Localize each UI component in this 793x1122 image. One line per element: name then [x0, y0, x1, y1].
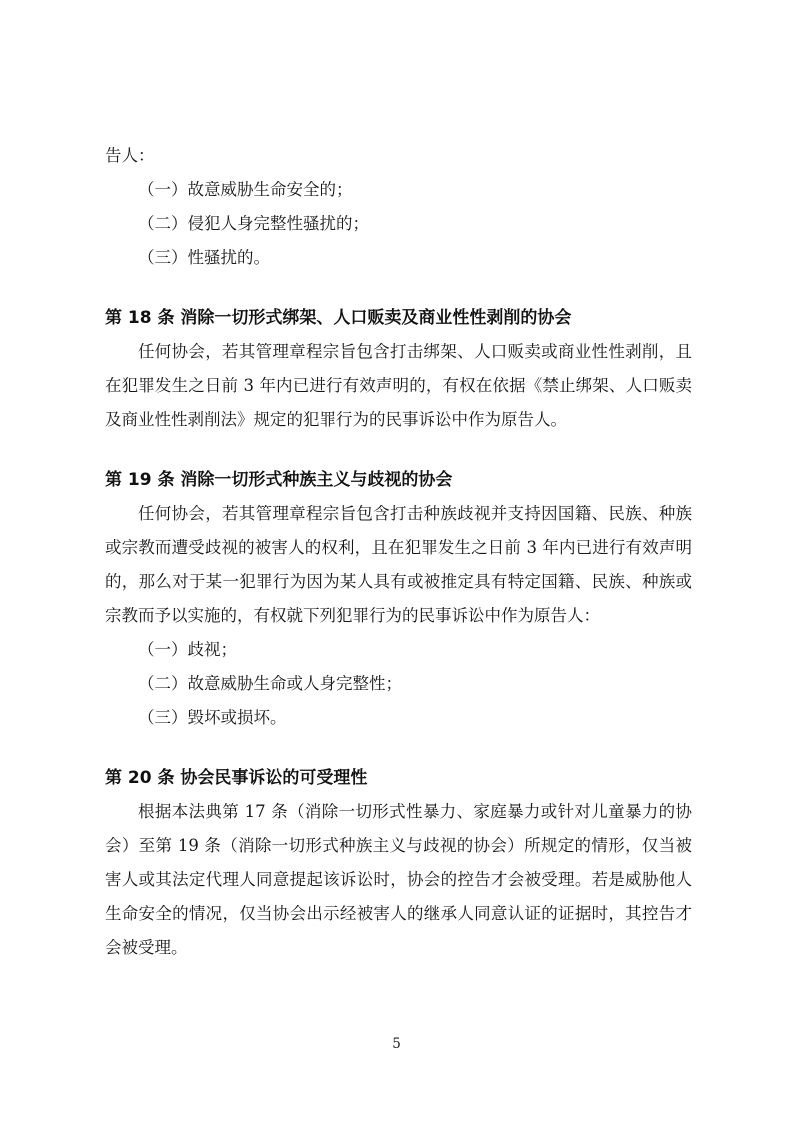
article-20-paragraph: 根据本法典第 17 条（消除一切形式性暴力、家庭暴力或针对儿童暴力的协会）至第 19 条（消除一切形式种族主义与歧视的协会）所规定的情形，仅当被害人或其法定代理人同意提起该诉讼时，协会的控告才会被受理。若是威胁他人生命安全的情况，仅当协会出示经被害人的继承人同意认证的证据时，其控告才会被受理。 [105, 802, 692, 957]
article-18 [105, 301, 692, 437]
article-19-heading: 第 19 条 消除一切形式种族主义与歧视的协会 [105, 470, 453, 490]
article-18-paragraph: 任何协会，若其管理章程宗旨包含打击绑架、人口贩卖或商业性性剥削，且在犯罪发生之日前 3 年内已进行有效声明的，有权在依据《禁止绑架、人口贩卖及商业性性剥削法》规定的犯罪行为的民事诉讼中作为原告人。 [105, 342, 692, 429]
continuation-line: 告人： [105, 146, 155, 165]
list-item: （一）故意威胁生命安全的； [138, 180, 353, 199]
list-item: （二）故意威胁生命或人身完整性； [138, 674, 402, 693]
article-18-heading: 第 18 条 消除一切形式绑架、人口贩卖及商业性性剥削的协会 [105, 308, 572, 328]
document-body [105, 139, 692, 965]
article-19-paragraph: 任何协会，若其管理章程宗旨包含打击种族歧视并支持因国籍、民族、种族或宗教而遭受歧视的被害人的权利，且在犯罪发生之日前 3 年内已进行有效声明的，那么对于某一犯罪行为因为某人具有或被推定具有特定国籍、民族、种族或宗教而予以实施的，有权就下列犯罪行为的民事诉讼中作为原告人： [105, 504, 692, 625]
article-19 [105, 463, 692, 735]
article-20 [105, 761, 692, 965]
page-number: 5 [392, 1036, 401, 1052]
article-20-heading: 第 20 条 协会民事诉讼的可受理性 [105, 768, 368, 788]
list-item: （三）性骚扰的。 [138, 248, 270, 267]
list-item: （二）侵犯人身完整性骚扰的； [138, 214, 369, 233]
list-item: （三）毁坏或损坏。 [138, 708, 287, 727]
list-item: （一）歧视； [138, 640, 237, 659]
